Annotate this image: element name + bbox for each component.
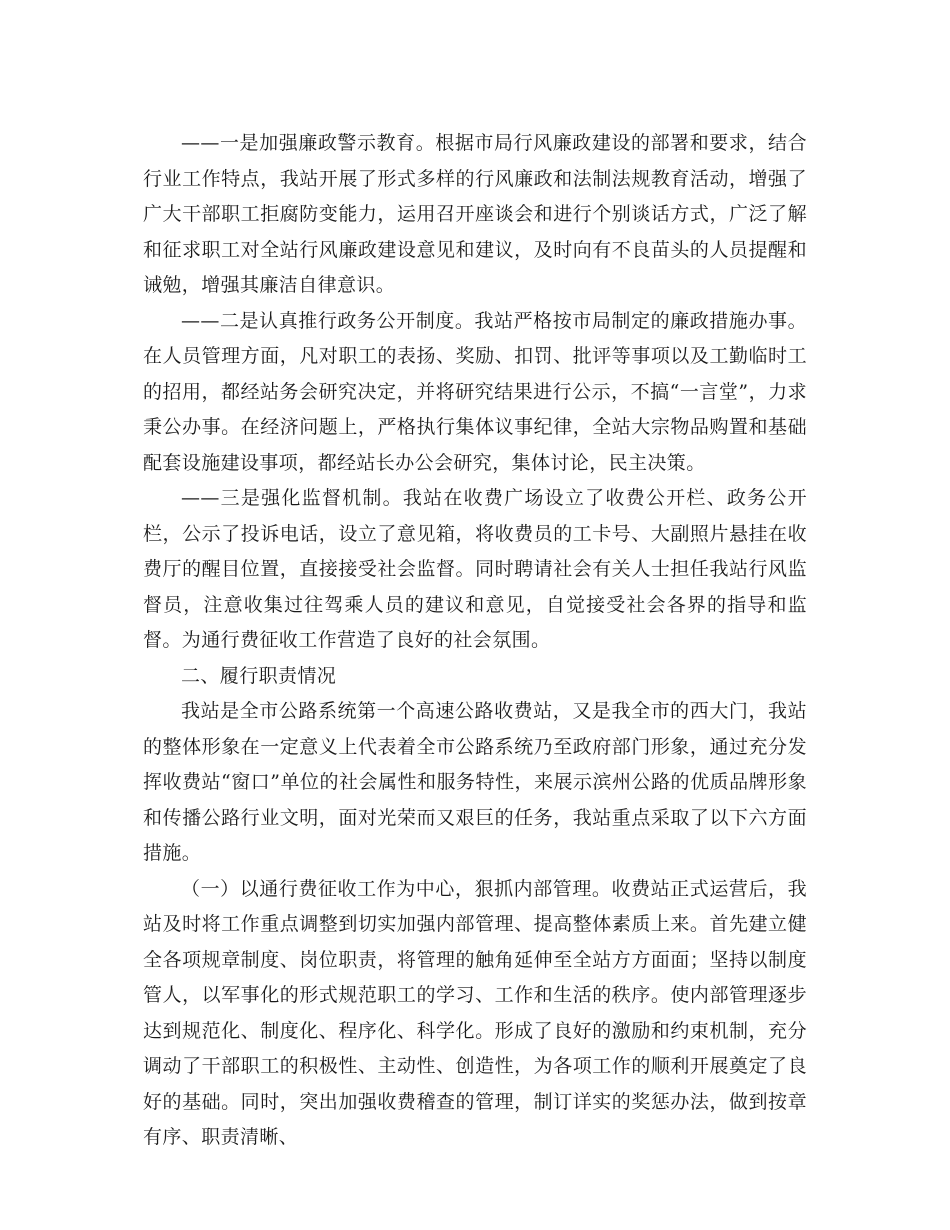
- paragraph-supervision: ——三是强化监督机制。我站在收费广场设立了收费公开栏、政务公开栏，公示了投诉电话，设立了意见箱，将收费员的工卡号、大副照片悬挂在收费厅的醒目位置，直接接受社会监督。同时聘请社会有关人士担任我站行风监督员，注意收集过往驾乘人员的建议和意见，自觉接受社会各界的指导和监督。为通行费征收工作营造了良好的社会氛围。: [143, 487, 807, 651]
- document-body: [143, 126, 807, 1156]
- paragraph-internal-management: （一）以通行费征收工作为中心，狠抓内部管理。收费站正式运营后，我站及时将工作重点调整到切实加强内部管理、提高整体素质上来。首先建立健全各项规章制度、岗位职责，将管理的触角延伸至全站方方面面；坚持以制度管人，以军事化的形式规范职工的学习、工作和生活的秩序。使内部管理逐步达到规范化、制度化、程序化、科学化。形成了良好的激励和约束机制，充分调动了干部职工的积极性、主动性、创造性，为各项工作的顺利开展奠定了良好的基础。同时，突出加强收费稽查的管理，制订详实的奖惩办法，做到按章有序、职责清晰、: [143, 877, 807, 1148]
- paragraph-anti-corruption-education: ——一是加强廉政警示教育。根据市局行风廉政建设的部署和要求，结合行业工作特点，我站开展了形式多样的行风廉政和法制法规教育活动，增强了广大干部职工拒腐防变能力，运用召开座谈会和进行个别谈话方式，广泛了解和征求职工对全站行风廉政建设意见和建议，及时向有不良苗头的人员提醒和诫勉，增强其廉洁自律意识。: [143, 132, 807, 296]
- section-heading-duties: 二、履行职责情况: [181, 664, 337, 687]
- paragraph-open-affairs: ——二是认真推行政务公开制度。我站严格按市局制定的廉政措施办事。在人员管理方面，凡对职工的表扬、奖励、扣罚、批评等事项以及工勤临时工的招用，都经站务会研究决定，并将研究结果进行公示，不搞“一言堂”，力求秉公办事。在经济问题上，严格执行集体议事纪律，全站大宗物品购置和基础配套设施建设事项，都经站长办公会研究，集体讨论，民主决策。: [143, 309, 807, 474]
- paragraph-station-overview: 我站是全市公路系统第一个高速公路收费站，又是我全市的西大门，我站的整体形象在一定意义上代表着全市公路系统乃至政府部门形象，通过充分发挥收费站“窗口”单位的社会属性和服务特性，来展示滨州公路的优质品牌形象和传播公路行业文明，面对光荣而又艰巨的任务，我站重点采取了以下六方面措施。: [143, 700, 807, 864]
